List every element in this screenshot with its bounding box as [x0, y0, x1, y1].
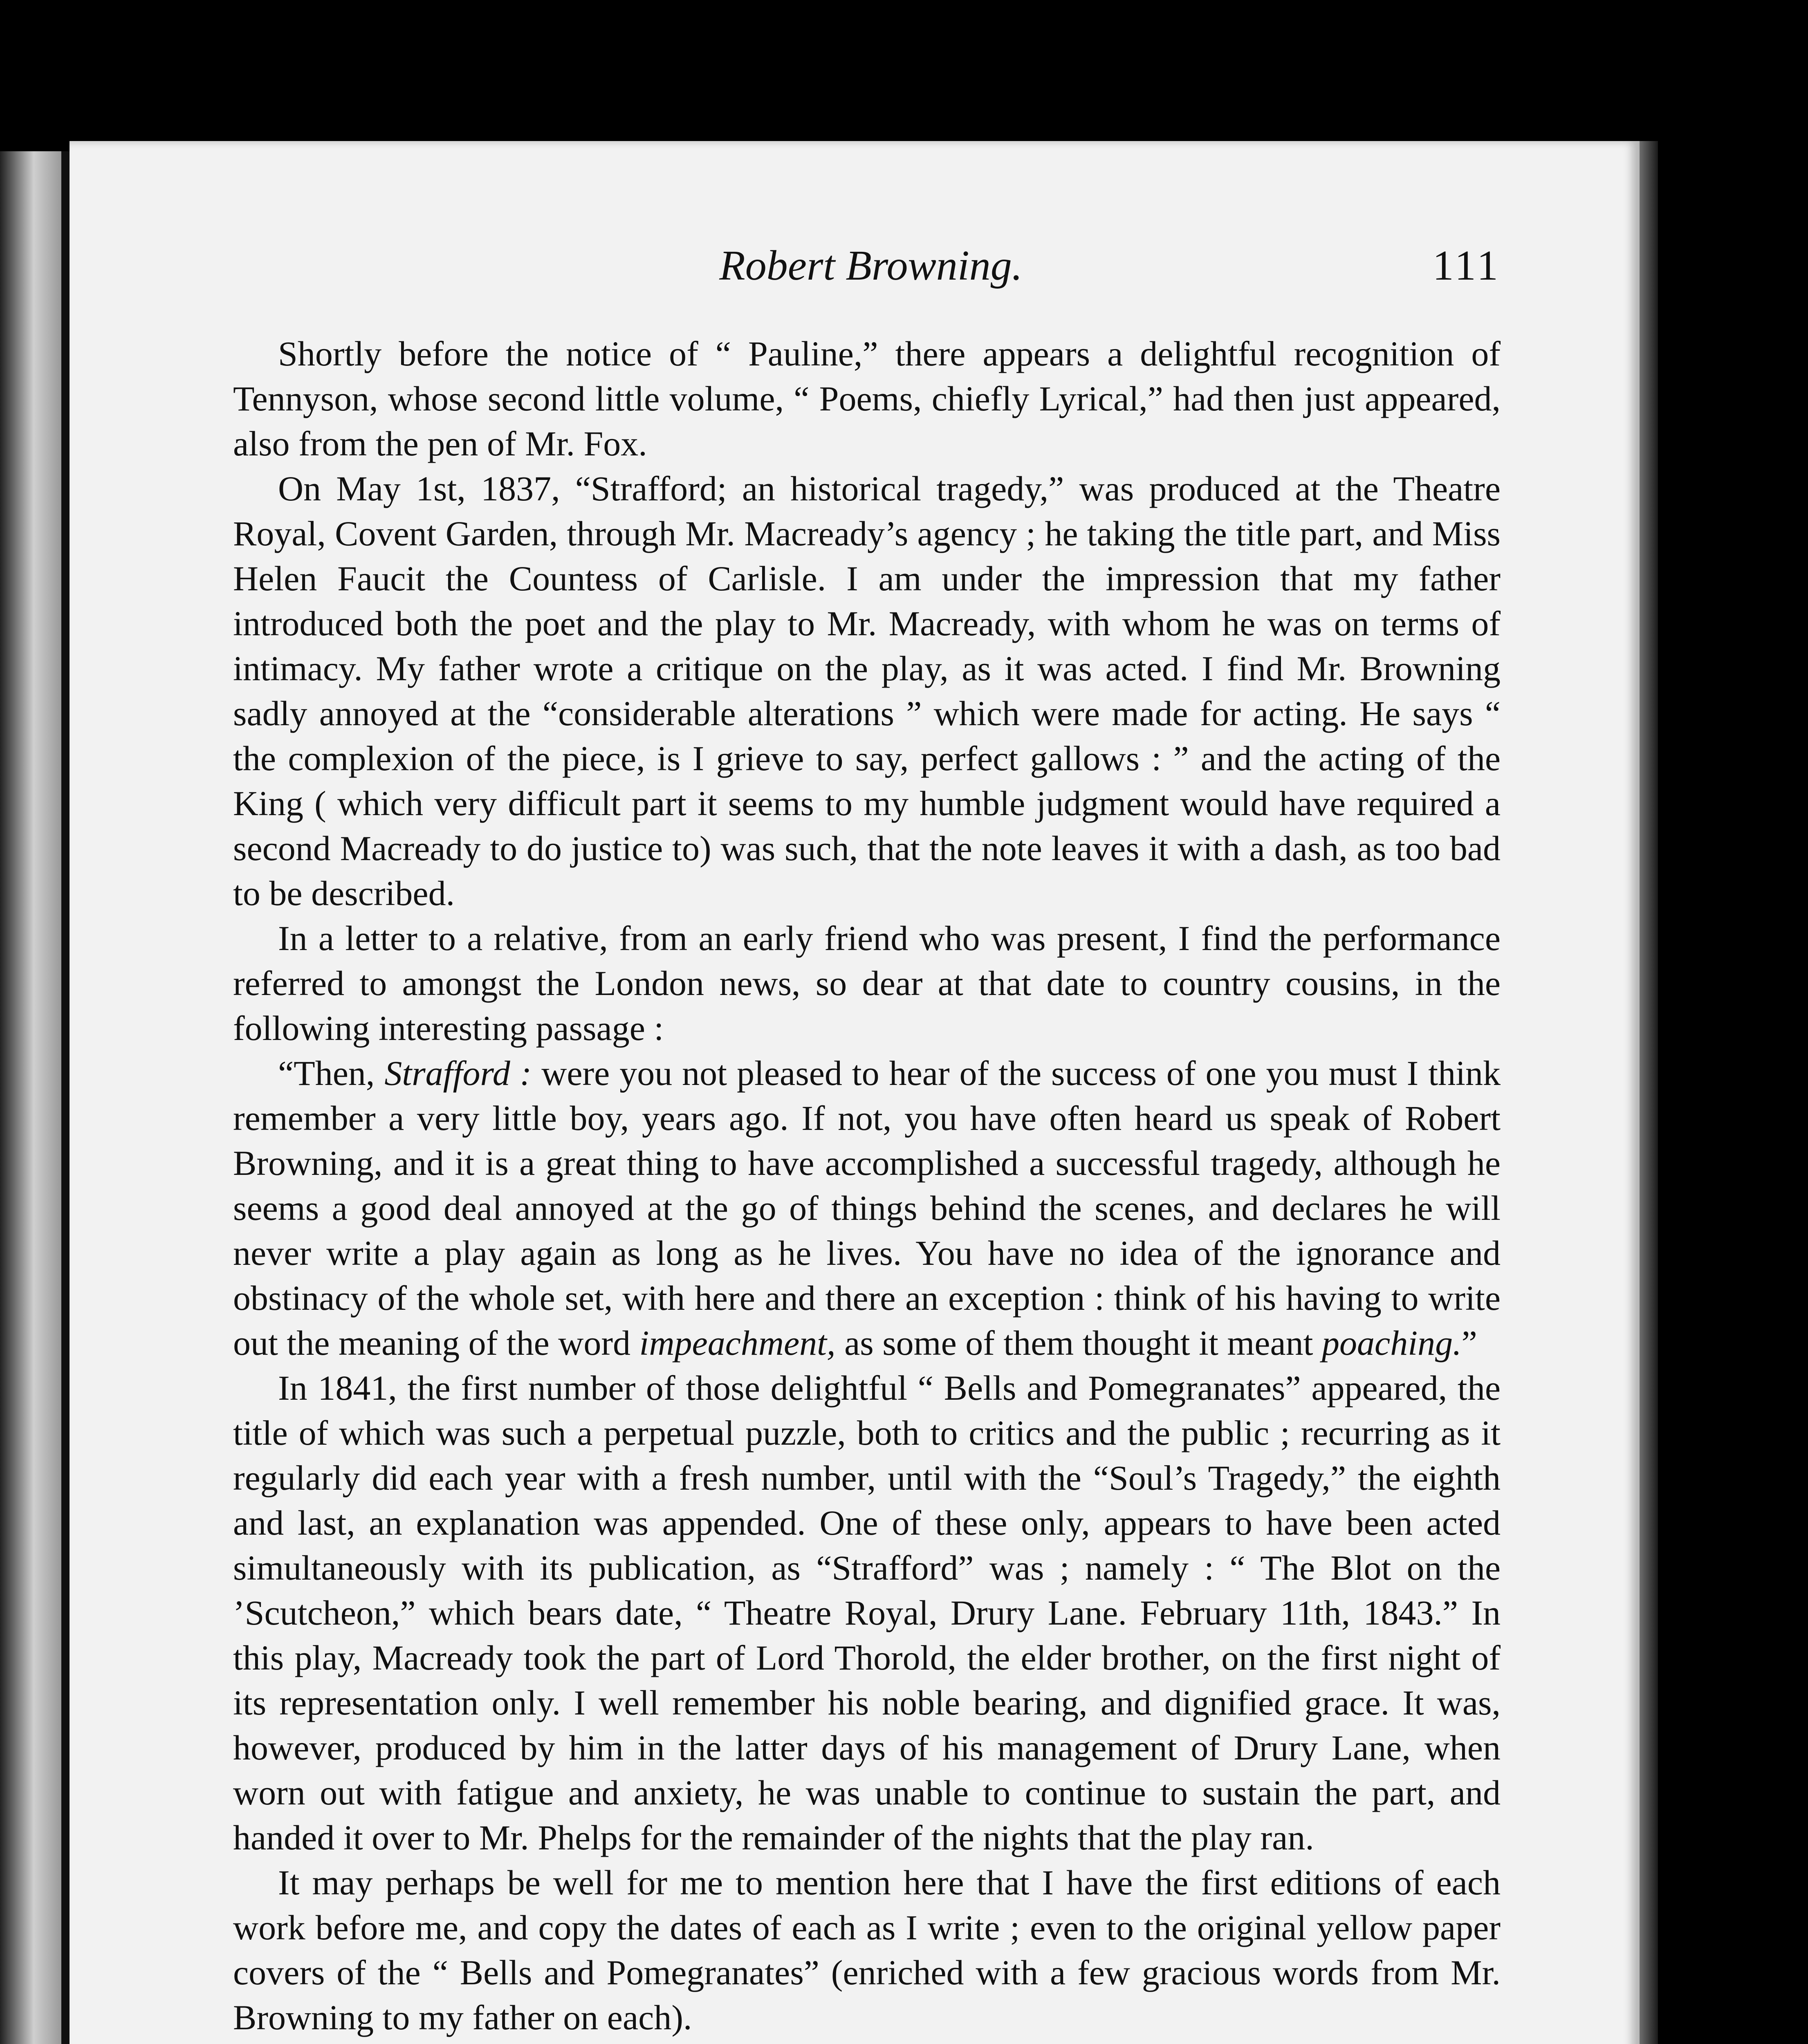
italic-impeachment: impeachment,: [639, 1323, 836, 1363]
paragraph-1: Shortly before the notice of “ Pauline,” there appears a delightful recognition of Tennyson, whose second little volume, “ Poems, chiefly Lyrical,” had then just appeared, also from the pen of Mr. Fox.: [233, 334, 1501, 463]
paragraph-6: It may perhaps be well for me to mention here that I have the first editions of each work before me, and copy the dates of each as I write ; even to the original yellow paper covers of the “ Bells and Pomegranates” (enriched with a few gracious words from Mr. Browning to my father on each).: [233, 1863, 1501, 2037]
paragraph-5: In 1841, the first number of those delightful “ Bells and Pomegranates” appeared, the title of which was such a perpetual puzzle, both to critics and the public ; recurring as it regularly did each year with a fresh number, until with the “Soul’s Tragedy,” the eighth and last, an explanation was appended. One of these only, appears to have been acted simultaneously with its publication, as “Strafford” was ; namely : “ The Blot on the ’Scutcheon,” which bears date, “ Theatre Royal, Drury Lane. February 11th, 1843.” In this play, Macready took the part of Lord Thorold, the elder brother, on the first night of its representation only. I well remember his noble bearing, and dignified grace. It was, however, produced by him in the latter days of his management of Drury Lane, when worn out with fatigue and anxiety, he was unable to continue to sustain the part, and handed it over to Mr. Phelps for the remainder of the nights that the play ran.: [233, 1368, 1501, 1857]
running-head: [233, 241, 1509, 307]
paragraph-3: In a letter to a relative, from an early friend who was present, I find the performance referred to amongst the London news, so dear at that date to country cousins, in the following interesting passage :: [233, 919, 1501, 1048]
quote-body-2: as some of them thought it meant: [835, 1323, 1322, 1363]
spine-shadow: [61, 151, 70, 2044]
quote-open: “Then,: [278, 1053, 385, 1093]
page-number: 111: [1432, 242, 1501, 289]
page-right-edge-shadow: [1640, 141, 1658, 2044]
quote-close: ”: [1461, 1323, 1477, 1363]
previous-page-edge: [0, 151, 61, 2044]
italic-poaching: poaching.: [1322, 1323, 1462, 1363]
paragraph-4-quoted-letter: [233, 1051, 1501, 1365]
paragraph-2: On May 1st, 1837, “Strafford; an historical tragedy,” was produced at the Theatre Royal, Covent Garden, through Mr. Macready’s agency ; he taking the title part, and Miss Helen Faucit the Countess of Carlisle. I am under the impression that my father introduced both the poet and the play to Mr. Macready, with whom he was on terms of intimacy. My father wrote a critique on the play, as it was acted. I find Mr. Browning sadly annoyed at the “considerable alterations ” which were made for acting. He says “ the complexion of the piece, is I grieve to say, perfect gallows : ” and the acting of the King ( which very difficult part it seems to my humble judgment would have required a second Macready to do justice to) was such, that the note leaves it with a dash, as too bad to be described.: [233, 469, 1501, 913]
book-page: [70, 141, 1640, 2044]
running-title: Robert Browning.: [719, 242, 1023, 289]
italic-strafford: Strafford :: [384, 1053, 532, 1093]
quote-body: were you not pleased to hear of the success of one you must I think remember a very little boy, years ago. If not, you have often heard us speak of Robert Browning, and it is a great thing to have accomplished a successful tragedy, although he seems a good deal annoyed at the go of things behind the scenes, and declares he will never write a play again as long as he lives. You have no idea of the ignorance and obstinacy of the whole set, with here and there an exception : think of his having to write out the meaning of the word: [233, 1053, 1501, 1363]
body-text: [233, 331, 1501, 2040]
